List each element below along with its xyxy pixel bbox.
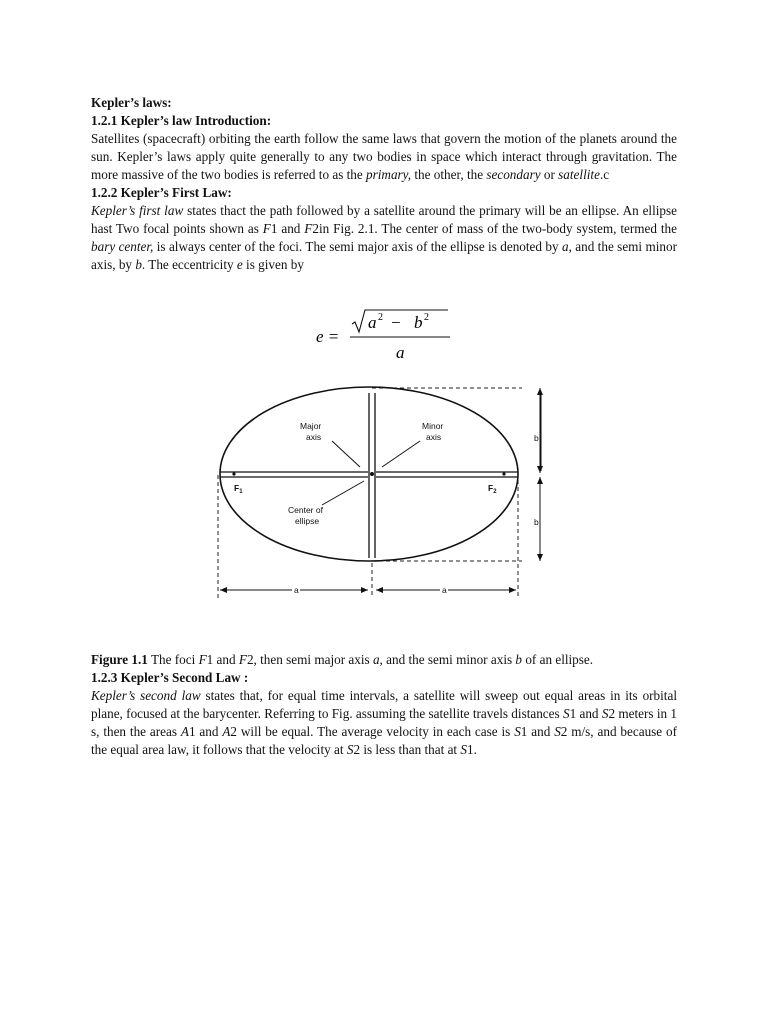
e-symbol: e [236,257,243,272]
b-top-arrow-start [537,388,543,395]
b-top-label: b [534,433,539,443]
f2-label-sub: 2 [493,489,497,495]
a-left-label: a [294,585,299,595]
caption-label: Figure 1.1 [91,652,148,667]
major-axis-pointer [332,441,360,467]
section-title: Kepler’s laws: [91,95,172,110]
major-axis-label-1: Major [300,421,322,431]
f2-symbol: F [304,221,313,236]
second-law-text-3: meters in 1 s, then the areas [91,706,677,739]
a2-sub: 2 [230,724,237,739]
second-law-term: Kepler’s second law [91,688,201,703]
s1c-symbol: S [460,742,467,757]
caption-f1: F [198,652,207,667]
intro-text-4: .c [599,167,610,182]
minor-axis-label-2: axis [426,432,442,442]
first-law-term: Kepler’s first law [91,203,184,218]
bary-center-term: bary center, [91,239,154,254]
a-right-arrow-end [509,587,516,593]
a-right-arrow-start [376,587,383,593]
formula-denominator: a [396,343,405,362]
a1-sub: 1 [188,724,196,739]
satellite-term: satellite [558,167,600,182]
second-law-text-9: . [473,742,477,757]
formula-minus: − [391,313,401,332]
caption-b: b [515,652,523,667]
a1-symbol: A [180,724,189,739]
s1b-sub: 1 [520,724,528,739]
bottom-text-block [91,651,677,759]
second-law-text-5: will be equal. The average velocity in each case is [237,724,515,739]
s1b-symbol: S [514,724,521,739]
intro-heading: 1.2.1 Kepler’s law Introduction: [91,113,272,128]
center-pointer [322,481,364,505]
ellipse-figure [212,383,539,603]
secondary-term: secondary [486,167,541,182]
major-axis-label-2: axis [306,432,322,442]
minor-axis-label-1: Minor [422,421,444,431]
first-law-text-7: is given by [242,257,304,272]
first-law-text-3: in Fig. 2.1. The center of mass of the two-body system, termed the [318,221,677,236]
a-left-arrow-start [220,587,227,593]
formula-num-a: a [368,313,377,332]
f2-label [488,483,497,495]
caption-text-1: The foci [147,652,199,667]
intro-paragraph [91,130,677,184]
a-right-label: a [442,585,447,595]
f1-subscript: 1 [270,221,278,236]
a-symbol: a [561,239,569,254]
intro-text-2: the other, the [411,167,487,182]
f1-label [234,483,243,495]
second-law-text-8: is less than that at [360,742,461,757]
f2-subscript: 2 [312,221,319,236]
s2c-symbol: S [346,742,354,757]
focus-f1-point [232,472,235,475]
top-text-block [91,94,677,274]
center-label-1: Center of [288,505,323,515]
first-law-paragraph [91,202,677,274]
b-top-arrow-end [537,466,543,473]
second-law-text-4: and [195,724,223,739]
first-law-text-5: , and the semi minor axis, by [91,239,677,272]
first-law-text-4: is always center of the foci. The semi major axis of the ellipse is denoted by [153,239,562,254]
formula-lhs: e = [316,327,340,346]
primary-term: primary, [366,167,412,182]
first-law-text-1: states thact the path followed by a satellite around the primary will be an ellipse. An ellipse hast Two focal points shown as [91,203,678,236]
b-symbol: b [135,257,142,272]
b-dimension-arrows [524,383,554,583]
first-law-heading: 1.2.2 Kepler’s First Law: [91,185,232,200]
second-law-text-2: and [576,706,602,721]
caption-text-2: and [213,652,239,667]
s2-symbol: S [601,706,609,721]
focus-f2-point [502,472,505,475]
s1-symbol: S [562,706,570,721]
center-point [370,472,374,476]
caption-text-3: , then semi major axis [253,652,373,667]
second-law-paragraph [91,687,677,759]
formula-exp-a: 2 [378,312,383,323]
caption-text-4: , and the semi minor axis [379,652,516,667]
intro-text-1: Satellites (spacecraft) orbiting the earth follow the same laws that govern the motion of the planets around the sun. Kepler’s laws apply quite generally to any two bodies in space which interact through gravitation. The more massive of the two bodies is referred to as the [91,131,677,182]
eccentricity-formula [316,308,456,364]
s2-sub: 2 [608,706,616,721]
second-law-heading: 1.2.3 Kepler’s Second Law : [91,670,249,685]
caption-f2: F [238,652,247,667]
formula-num-b: b [414,313,423,332]
minor-axis-pointer [382,441,420,467]
second-law-text-7: m/s, and because of the equal area law, it follows that the velocity at [91,724,678,757]
center-label-2: ellipse [295,516,320,526]
caption-f2-sub: 2 [246,652,254,667]
caption-a: a [372,652,380,667]
f2-label-letter: F [488,483,494,493]
s2b-symbol: S [554,724,561,739]
s1c-sub: 1 [466,742,474,757]
s2b-sub: 2 [560,724,568,739]
first-law-text-6: . The eccentricity [141,257,237,272]
formula-exp-b: 2 [424,312,429,323]
b-bottom-arrow-start [537,477,543,484]
s2c-sub: 2 [353,742,361,757]
figure-caption [91,651,677,669]
a-left-arrow-end [361,587,368,593]
f1-label-letter: F [234,483,240,493]
caption-f1-sub: 1 [206,652,214,667]
b-bottom-arrow-end [537,554,543,561]
b-bottom-label: b [534,517,539,527]
a2-symbol: A [222,724,231,739]
s1-sub: 1 [569,706,577,721]
f1-symbol: F [262,221,271,236]
second-law-text-1: states that, for equal time intervals, a satellite will sweep out equal areas in its orbital plane, focused at the barycenter. Referring to Fig. assuming the satellite travels distances [91,688,677,721]
f1-label-sub: 1 [239,489,243,495]
second-law-text-6: and [527,724,555,739]
caption-text-5: of an ellipse. [522,652,594,667]
intro-text-3: or [540,167,559,182]
first-law-text-2: and [277,221,305,236]
